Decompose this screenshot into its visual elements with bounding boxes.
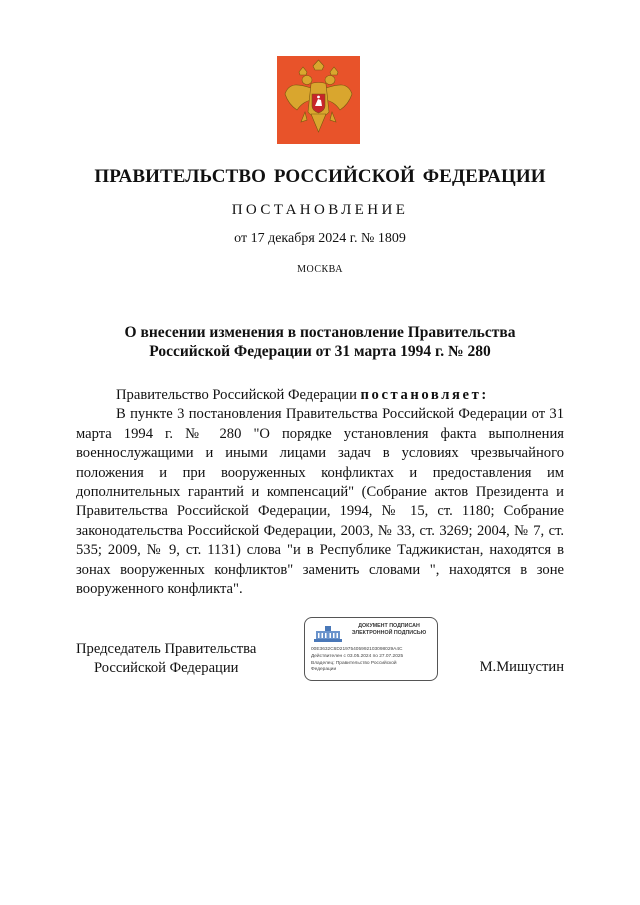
position-line-2: Российской Федерации	[94, 660, 239, 677]
stamp-title	[345, 623, 433, 637]
title-line-1: О внесении изменения в постановление Правительства	[124, 324, 516, 341]
document-type: ПОСТАНОВЛЕНИЕ	[231, 202, 409, 218]
stamp-owner-line-2: Федерации	[311, 667, 337, 672]
double-headed-eagle-icon	[277, 56, 360, 144]
resolution-intro	[76, 386, 564, 405]
stamp-title-line-2: ЭЛЕКТРОННОЙ ПОДПИСЬЮ	[351, 630, 427, 636]
signatory-position	[76, 640, 276, 679]
document-city: МОСКВА	[297, 264, 343, 275]
document-date-number: от 17 декабря 2024 г. № 1809	[234, 231, 406, 246]
coat-of-arms-emblem	[277, 56, 360, 144]
document-body	[76, 386, 564, 599]
stamp-title-line-1: ДОКУМЕНТ ПОДПИСАН	[358, 623, 420, 629]
position-line-1: Председатель Правительства	[76, 641, 257, 657]
government-building-icon	[313, 624, 343, 644]
intro-text: Правительство Российской Федерации	[116, 387, 357, 403]
stamp-owner-line-1: Владелец: Правительство Российской	[311, 661, 397, 666]
document-title	[70, 323, 570, 361]
signatory-name: М.Мишустин	[479, 659, 564, 675]
resolves-word: постановляет:	[360, 387, 489, 403]
stamp-validity: Действителен с 03.05.2024 по 27.07.2025	[311, 654, 404, 659]
organization-heading: ПРАВИТЕЛЬСТВО РОССИЙСКОЙ ФЕДЕРАЦИИ	[94, 166, 546, 187]
stamp-certificate: 00E3632C6D21975405992103098029A4C	[311, 647, 403, 652]
resolution-paragraph: В пункте 3 постановления Правительства Российской Федерации от 31 марта 1994 г. № 280 "О порядке установления факта выполнения военнослужащими и иными лицами задач в условиях чрезвычайного положения и при вооруженных конфликтах и предоставления им дополнительных гарантий и компенсаций" (Собрание актов Президента и Правительства Российской Федерации, 1994, № 15, ст. 1180; Собрание законодательства Российской Федерации, 2003, № 33, ст. 3269; 2004, № 7, ст. 535; 2009, № 9, ст. 1131) слова "и в Республике Таджикистан, находятся в зонах вооруженных конфликтов" заменить словами ", находятся в зоне вооруженного конфликта".	[76, 406, 564, 598]
electronic-signature-stamp	[304, 617, 438, 681]
title-line-2: Российской Федерации от 31 марта 1994 г. № 280	[149, 343, 491, 360]
